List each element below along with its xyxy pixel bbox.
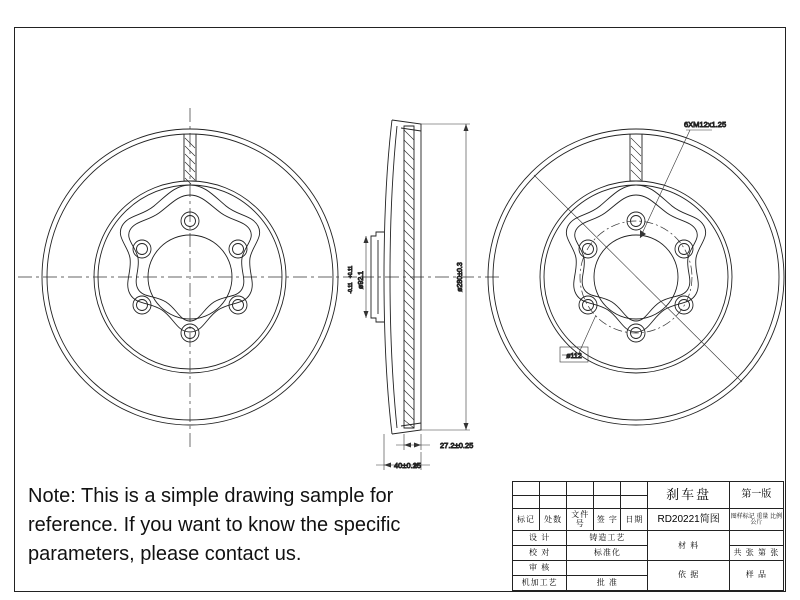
dim-thickness-plate: 40±0.25: [394, 461, 422, 470]
tb-design-label: 设 计: [513, 531, 567, 546]
tb-header-mark: 标记: [513, 509, 540, 531]
right-view-disc: [488, 129, 784, 425]
part-name: 刹车盘: [648, 482, 729, 509]
tb-blank-5: [621, 482, 648, 496]
dim-hub-bore-label: ø92.1: [358, 271, 365, 289]
tb-blank-9: [594, 495, 621, 509]
tb-blank-3: [567, 482, 594, 496]
dim-bolt-circle-label: ø112: [566, 353, 582, 360]
tb-material-value: [729, 531, 783, 546]
tb-header-sign: 签 字: [594, 509, 621, 531]
tb-blank-1: [513, 482, 540, 496]
tb-blank-8: [567, 495, 594, 509]
tb-blank-6: [513, 495, 540, 509]
bolt-holes-right: [579, 212, 693, 342]
tb-header-qty: 处数: [540, 509, 567, 531]
tb-machining-label: 机加工艺: [513, 576, 567, 591]
tb-review-value: [567, 561, 648, 576]
note-line-2: reference. If you want to know the specific: [28, 514, 401, 536]
tb-blank-4: [594, 482, 621, 496]
tb-blank-10: [621, 495, 648, 509]
stamp-cell: 图样标记 重量 比例 公斤: [729, 509, 783, 531]
tb-sheet-count: 共 张 第 张: [729, 546, 783, 561]
tb-blank-2: [540, 482, 567, 496]
tb-basis-label: 依 据: [648, 561, 729, 591]
tb-header-date: 日期: [621, 509, 648, 531]
tb-review-label: 审 核: [513, 561, 567, 576]
dim-bolt-hole-label: 6XM12x1.25: [684, 120, 727, 129]
dim-thickness-total: 27.2±0.25: [440, 441, 474, 450]
title-block: [512, 481, 784, 591]
tb-sample-label: 样 品: [729, 561, 783, 591]
dim-outer-diameter-label: ø280±0.3: [457, 262, 464, 292]
note-line-1: Note: This is a simple drawing sample for: [28, 485, 394, 507]
svg-text:-0.11: -0.11: [348, 282, 354, 294]
note-text: [28, 482, 468, 569]
centerlines-left: [18, 108, 362, 448]
tb-standardization: 标准化: [567, 546, 648, 561]
version: 第一版: [729, 482, 783, 509]
tb-check-label: 校 对: [513, 546, 567, 561]
svg-text:+0.11: +0.11: [348, 265, 354, 279]
tb-blank-7: [540, 495, 567, 509]
tb-header-docno: 文件号: [567, 509, 594, 531]
tb-approve-label: 批 准: [567, 576, 648, 591]
tb-casting-process: 铸造工艺: [567, 531, 648, 546]
drawing-number: RD20221简图: [648, 509, 729, 531]
tb-material-label: 材 料: [648, 531, 729, 561]
note-line-3: parameters, please contact us.: [28, 543, 302, 565]
